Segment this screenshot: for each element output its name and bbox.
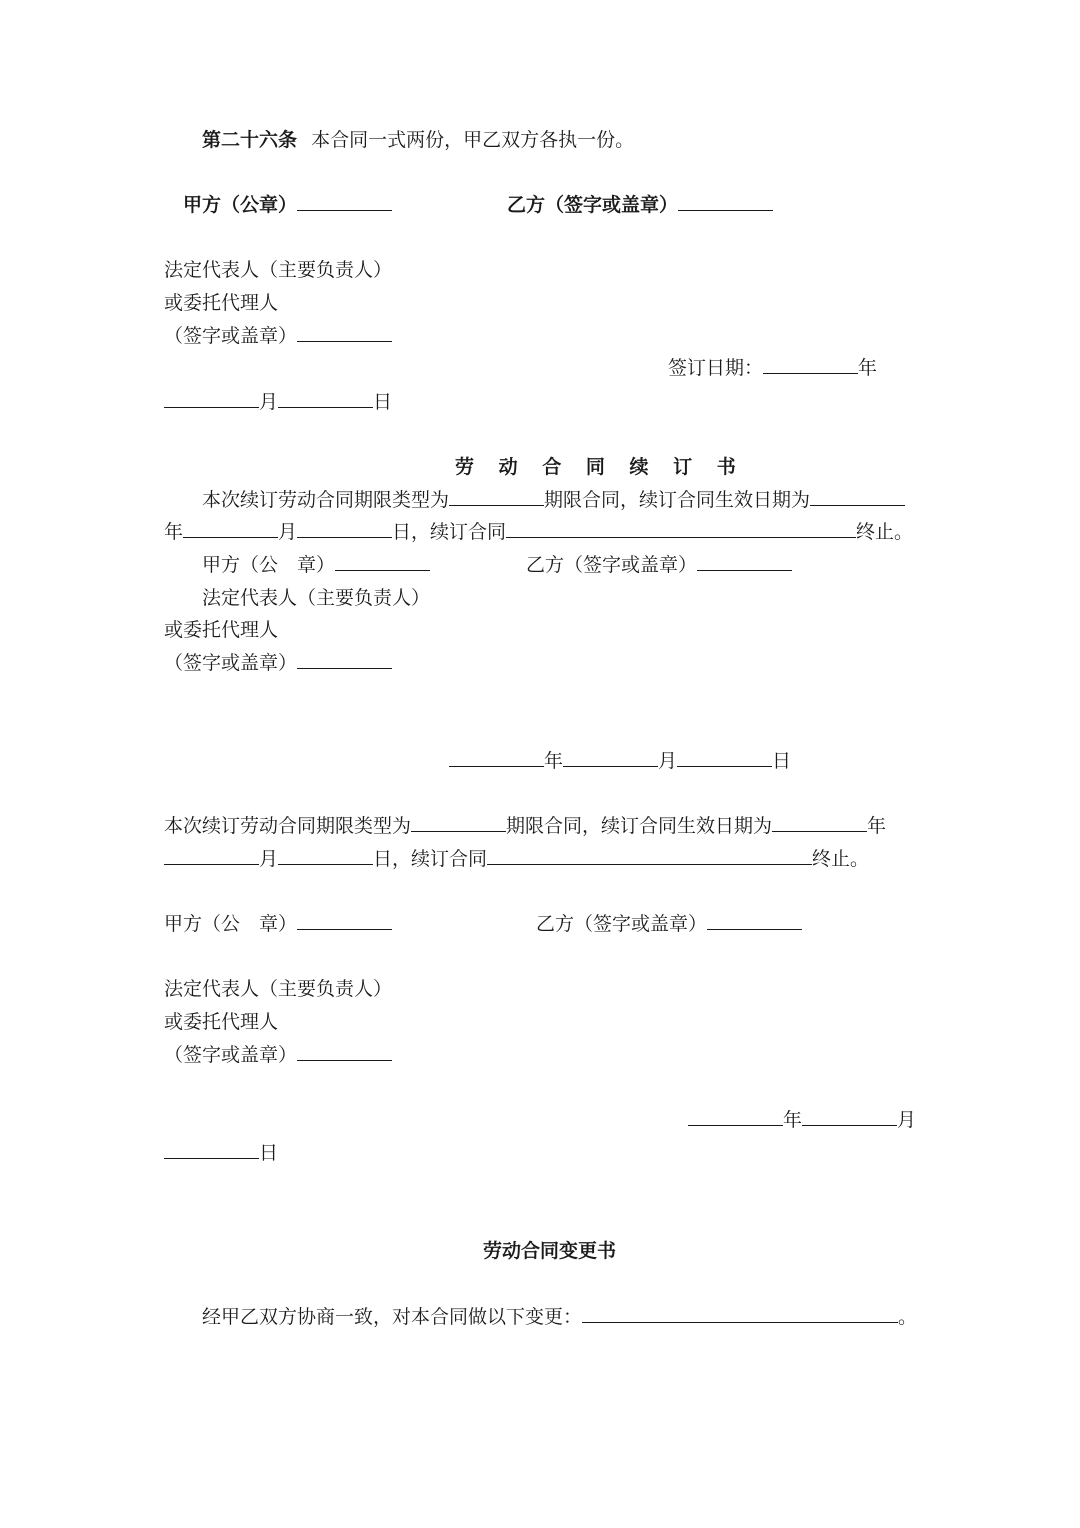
- renewal2-date-month-label: 月: [897, 1109, 917, 1131]
- renewal2-sign-seal-blank[interactable]: [297, 1042, 392, 1061]
- renewal2-date-year-blank[interactable]: [688, 1107, 783, 1126]
- renewal-date-month-blank[interactable]: [563, 748, 658, 767]
- renewal-effective-year-blank[interactable]: [810, 487, 905, 506]
- renewal-date-year-label: 年: [544, 750, 564, 772]
- renewal2-day-label: 日，续订合同: [373, 848, 488, 870]
- renewal2-agent: 或委托代理人: [164, 1011, 279, 1033]
- renewal2-date-day-label: 日: [259, 1142, 279, 1164]
- renewal2-sign-seal-line: [164, 1042, 392, 1068]
- renewal2-effective-label: 期限合同，续订合同生效日期为: [506, 815, 773, 837]
- renewal2-type-label: 本次续订劳动合同期限类型为: [164, 815, 412, 837]
- renewal2-legal-rep: 法定代表人（主要负责人）: [164, 978, 393, 1000]
- renewal2-party-a-line: [164, 911, 392, 937]
- renewal-type-blank[interactable]: [449, 487, 544, 506]
- renewal-party-a-blank[interactable]: [335, 552, 430, 571]
- legal-rep-label: 法定代表人（主要负责人）: [164, 259, 393, 281]
- sign-date-label: 签订日期：: [668, 357, 764, 379]
- renewal2-date-year-label: 年: [783, 1109, 803, 1131]
- renewal2-year-label: 年: [867, 815, 887, 837]
- renewal2-party-a-blank[interactable]: [297, 911, 392, 930]
- renewal-party-a-line: [202, 552, 430, 578]
- renewal-line-1: [202, 487, 905, 513]
- party-b-blank[interactable]: [678, 192, 773, 211]
- change-text: 经甲乙双方协商一致，对本合同做以下变更：: [202, 1306, 583, 1328]
- renewal2-month-blank[interactable]: [164, 846, 259, 865]
- renewal2-date-line-2: [164, 1140, 278, 1166]
- renewal2-effective-year-blank[interactable]: [772, 813, 867, 832]
- sign-date-line-2: [164, 389, 392, 415]
- renewal-end-label: 终止。: [856, 521, 914, 543]
- renewal-year-label: 年: [164, 521, 184, 543]
- renewal2-end-label: 终止。: [812, 848, 870, 870]
- renewal2-day-blank[interactable]: [278, 846, 373, 865]
- renewal-party-b-line: [526, 552, 792, 578]
- renewal-party-b-blank[interactable]: [697, 552, 792, 571]
- renewal2-line-1: [164, 813, 886, 839]
- party-a-blank[interactable]: [297, 192, 392, 211]
- day-label: 日: [373, 391, 393, 413]
- change-end: 。: [898, 1306, 918, 1328]
- renewal-date-day-blank[interactable]: [677, 748, 772, 767]
- renewal-date-line: [449, 748, 791, 774]
- renewal-day-label: 日，续订合同: [392, 521, 507, 543]
- renewal-party-b-label: 乙方（签字或盖章）: [526, 554, 698, 576]
- change-blank[interactable]: [582, 1304, 898, 1323]
- change-title: 劳动合同变更书: [483, 1240, 617, 1262]
- party-a-seal-line: [183, 192, 392, 218]
- article-heading: 第二十六条: [202, 129, 298, 151]
- renewal-date-day-label: 日: [772, 750, 792, 772]
- renewal-date-year-blank[interactable]: [449, 748, 544, 767]
- renewal-date-month-label: 月: [658, 750, 678, 772]
- renewal-sign-seal-label: （签字或盖章）: [164, 652, 298, 674]
- renewal-day-blank[interactable]: [297, 519, 392, 538]
- renewal2-line-2: [164, 846, 869, 872]
- sign-year-blank[interactable]: [763, 355, 858, 374]
- year-label: 年: [858, 357, 878, 379]
- renewal2-sign-seal-label: （签字或盖章）: [164, 1044, 298, 1066]
- sign-seal-line: [164, 323, 392, 349]
- renewal2-type-blank[interactable]: [411, 813, 506, 832]
- renewal-type-label: 本次续订劳动合同期限类型为: [202, 489, 450, 511]
- renewal-month-blank[interactable]: [183, 519, 278, 538]
- article-26-line: [202, 127, 634, 153]
- article-text: 本合同一式两份，甲乙双方各执一份。: [311, 129, 635, 151]
- renewal-effective-label: 期限合同，续订合同生效日期为: [544, 489, 811, 511]
- renewal2-date-line: [688, 1107, 916, 1133]
- renewal2-date-month-blank[interactable]: [802, 1107, 897, 1126]
- renewal2-end-blank[interactable]: [487, 846, 812, 865]
- renewal-party-a-label: 甲方（公 章）: [202, 554, 336, 576]
- renewal-line-2: [164, 519, 913, 545]
- renewal2-party-b-line: [536, 911, 802, 937]
- renewal-end-blank[interactable]: [506, 519, 856, 538]
- sign-month-blank[interactable]: [164, 389, 259, 408]
- sign-seal-label: （签字或盖章）: [164, 325, 298, 347]
- renewal2-date-day-blank[interactable]: [164, 1140, 259, 1159]
- renewal-agent: 或委托代理人: [164, 619, 279, 641]
- renewal2-party-b-blank[interactable]: [707, 911, 802, 930]
- renewal-sign-seal-line: [164, 650, 392, 676]
- sign-day-blank[interactable]: [278, 389, 373, 408]
- renewal2-party-a-label: 甲方（公 章）: [164, 913, 298, 935]
- renewal-title: 劳 动 合 同 续 订 书: [455, 456, 745, 478]
- month-label: 月: [259, 391, 279, 413]
- sign-date-line: [668, 355, 877, 381]
- agent-label: 或委托代理人: [164, 292, 279, 314]
- renewal-legal-rep: 法定代表人（主要负责人）: [202, 587, 431, 609]
- renewal-sign-seal-blank[interactable]: [297, 650, 392, 669]
- party-b-label: 乙方（签字或盖章）: [507, 194, 679, 216]
- change-line: [202, 1304, 917, 1330]
- renewal2-party-b-label: 乙方（签字或盖章）: [536, 913, 708, 935]
- party-a-label: 甲方（公章）: [183, 194, 298, 216]
- sign-seal-blank[interactable]: [297, 323, 392, 342]
- party-b-sign-line: [507, 192, 773, 218]
- renewal-month-label: 月: [278, 521, 298, 543]
- renewal2-month-label: 月: [259, 848, 279, 870]
